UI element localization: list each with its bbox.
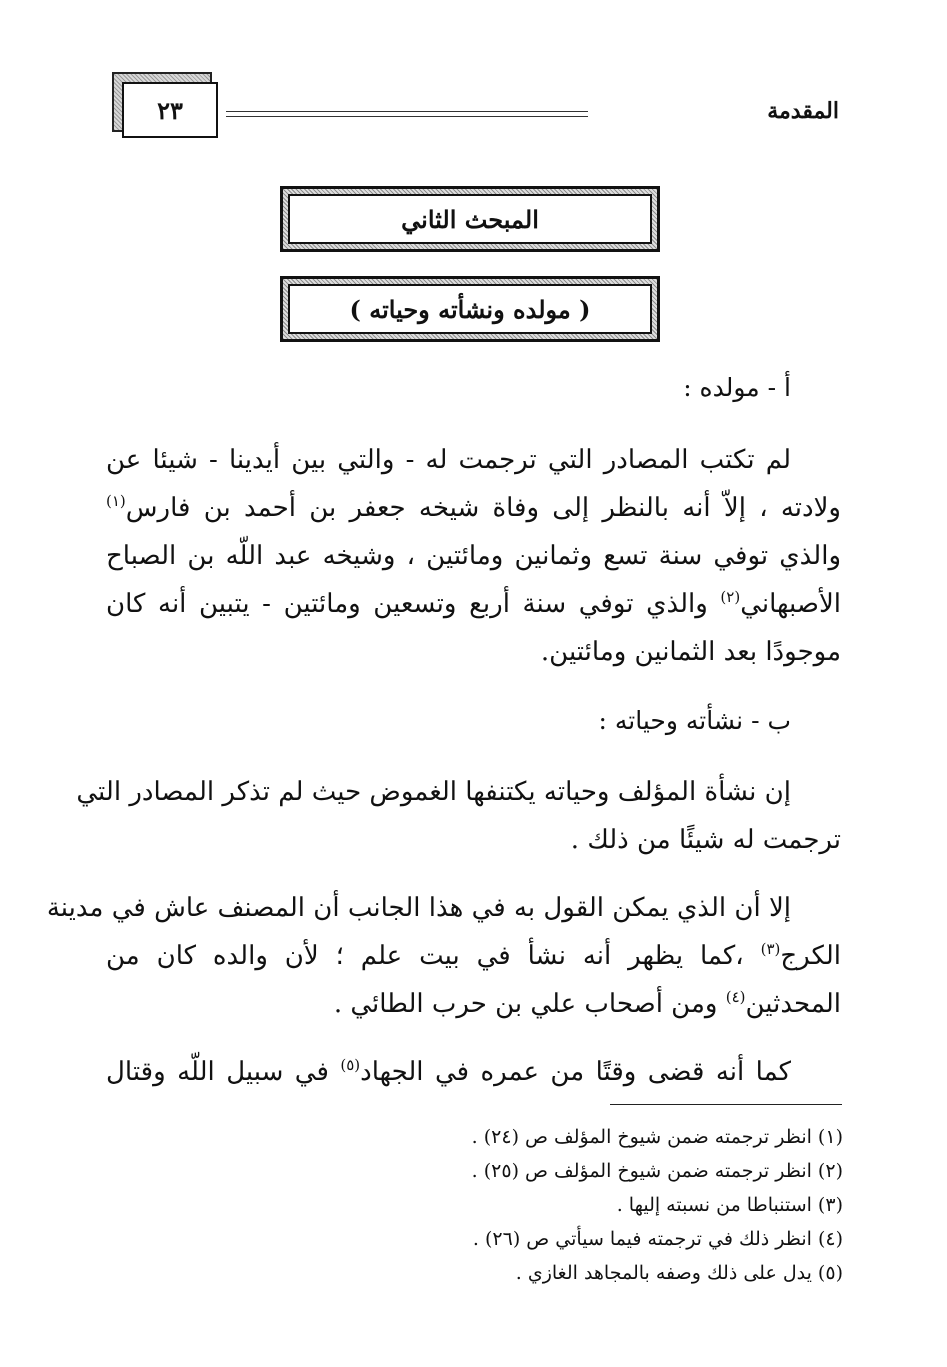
text-line (106, 932, 841, 980)
text-line (106, 1048, 841, 1096)
text-line (106, 484, 841, 532)
upbringing-paragraph-2 (46, 884, 841, 1028)
upbringing-heading: ب - نشأته وحياته : (598, 706, 791, 735)
text-run: في سبيل اللّه وقتال (106, 1057, 341, 1087)
birth-paragraph (106, 436, 841, 676)
text-line: إلا أن الذي يمكن القول به في هذا الجانب أن المصنف عاش في مدينة (46, 893, 791, 923)
text-line (106, 980, 841, 1028)
footnote-separator (610, 1104, 842, 1105)
section-subtitle: ( مولده ونشأته وحياته ) (288, 284, 652, 334)
text-run: الأصبهاني (740, 589, 841, 619)
page-number-box (112, 72, 218, 138)
page-number: ٢٣ (122, 82, 218, 138)
text-run: ومن أصحاب علي بن حرب الطائي . (333, 989, 726, 1019)
footnote-ref: (٢) (720, 588, 741, 606)
footnote: (٥) يدل على ذلك وصفه بالمجاهد الغازي . (515, 1262, 843, 1284)
footnote: (٣) استنباطا من نسبته إليها . (616, 1194, 843, 1216)
upbringing-paragraph-1 (76, 768, 841, 864)
text-line: والذي توفي سنة تسع وثمانين ومائتين ، وشيخه عبد اللّه بن الصباح (106, 541, 841, 571)
text-run: كما أنه قضى وقتًا من عمره في الجهاد (360, 1057, 791, 1087)
footnote: (٢) انظر ترجمته ضمن شيوخ المؤلف ص (٢٥) . (471, 1160, 843, 1182)
upbringing-paragraph-3 (106, 1048, 841, 1096)
text-run: الكرج (780, 941, 841, 971)
text-line: موجودًا بعد الثمانين ومائتين. (540, 637, 841, 667)
footnote-ref: (١) (106, 492, 126, 510)
footnotes (472, 1120, 843, 1290)
footnote: (١) انظر ترجمته ضمن شيوخ المؤلف ص (٢٤) . (471, 1126, 843, 1148)
text-line (106, 580, 841, 628)
footnote: (٤) انظر ذلك في ترجمته فيما سيأتي ص (٢٦) . (472, 1228, 843, 1250)
header-rule (226, 111, 588, 117)
footnote-ref: (٥) (340, 1056, 361, 1074)
text-run: ولادته ، إلاّ أنه بالنظر إلى وفاة شيخه جعفر بن أحمد بن فارس (125, 493, 841, 523)
text-run: والذي توفي سنة أربع وتسعين ومائتين - يتبين أنه كان (106, 589, 721, 619)
birth-heading: أ - مولده : (683, 373, 791, 402)
section-title: المبحث الثاني (288, 194, 652, 244)
text-line: لم تكتب المصادر التي ترجمت له - والتي بين أيدينا - شيئا عن (106, 445, 791, 475)
section-title-frame (280, 186, 660, 252)
text-run: المحدثين (745, 989, 841, 1019)
subtitle-frame (280, 276, 660, 342)
footnote-ref: (٣) (760, 940, 781, 958)
text-line: ترجمت له شيئًا من ذلك . (570, 825, 841, 855)
footnote-ref: (٤) (725, 988, 746, 1006)
running-title: المقدمة (767, 98, 839, 124)
text-line: إن نشأة المؤلف وحياته يكتنفها الغموض حيث لم تذكر المصادر التي (76, 777, 791, 807)
text-run: ،كما يظهر أنه نشأ في بيت علم ؛ لأن والده كان من (106, 941, 761, 971)
